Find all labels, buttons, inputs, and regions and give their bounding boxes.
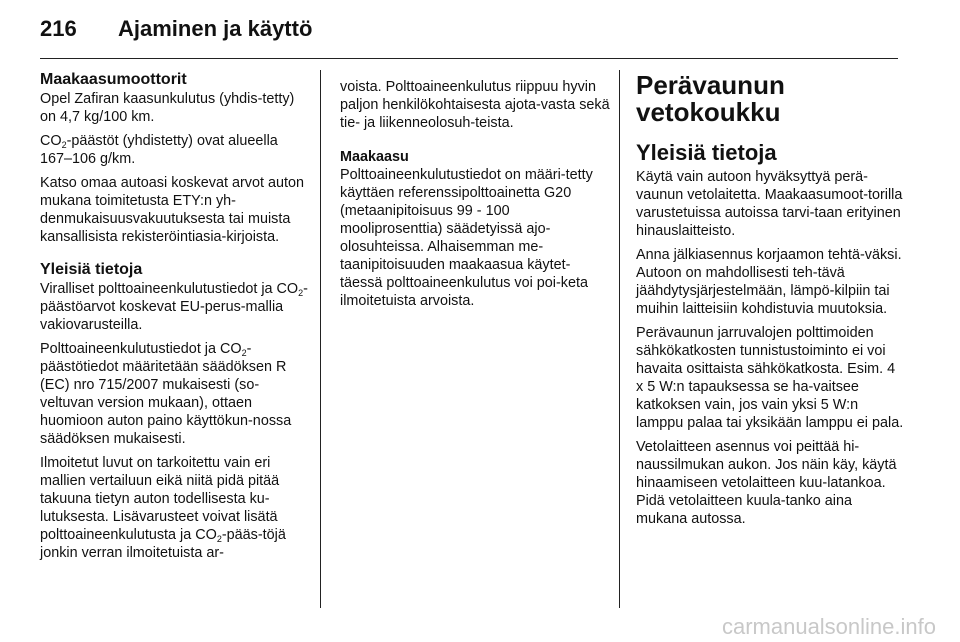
see-documents-text: Katso omaa autoasi koskevat arvot auton mukana toimitetusta ETY:n yh-denmukaisuusvakuutuksesta tai muista kansallisista rekisteröintiasia-kirjoista. [40,175,304,245]
heading-trailer-hitch: Perävaunun vetokoukku [636,70,785,127]
co2-emissions-text: $CO_2$-päästöt (yhdistetty) ovat alueella 167–106 g/km. [40,133,278,167]
gas-consumption-text: Opel Zafiran kaasunkulutus (yhdis-tetty) on 4,7 kg/100 km. [40,91,295,125]
page-number: 216 [40,16,77,41]
column-divider-1 [320,70,321,608]
column-3 [636,70,904,534]
trailer-paragraph-2: Anna jälkiasennus korjaamon tehtä-väksi. Autoon on mahdollisesti teh-tävä jäähdytysjärjestelmään, lämpö-kilpiin tai muihin laitteisiin kohdistuvia muutoksia. [636,247,902,317]
official-values-text: Viralliset polttoaineenkulutustiedot ja $CO_2$-päästöarvot koskevat EU-perus-mallia vakiovarusteilla. [40,281,308,333]
trailer-paragraph-4: Vetolaitteen asennus voi peittää hi-naussilmukan aukon. Jos näin käy, käytä hinaamiseen vetolaitteen kuu-latankoa. Pidä vetolaitteen kuula-tanko aina mukana autossa. [636,439,897,527]
continued-text: voista. Polttoaineenkulutus riippuu hyvin paljon henkilökohtaisesta ajota-vasta sekä tie- ja liikenneolosuh-teista. [340,79,610,131]
regulation-text: Polttoaineenkulutustiedot ja $CO_2$-päästötiedot määritetään säädöksen R (EC) nro 715/2007 mukaisesti (so-veltuvan version mukaan), ottaen huomioon auton paino käyttökun-nossa säädöksen mukaisesti. [40,341,292,447]
comparison-text: Ilmoitetut luvut on tarkoitettu vain eri mallien vertailuun eikä niitä pidä pitää takuuna tietyn auton todellisesta ku-lutuksesta. Lisävarusteet voivat lisätä polttoaineenkulutusta ja $CO_2-pääs$-töjä jonkin verran ilmoitetuista ar- [40,455,286,561]
column-1 [40,70,310,568]
heading-natural-gas: Maakaasu [340,149,409,165]
heading-general-info: Yleisiä tietoja [40,261,143,278]
natural-gas-text: Polttoaineenkulutustiedot on määri-tetty käyttäen referenssipolttoainetta G20 (metaanipitoisuus 99 - 100 mooliprosenttia) säädetyissä ajo-olosuhteissa. Alhaisemman me-taanipitoisuuden maakaasua käytet-täessä polttoaineenkulutus voi poi-keta ilmoitetuista arvoista. [340,167,593,309]
heading-gas-engines: Maakaasumoottorit [40,71,187,88]
column-divider-2 [619,70,620,608]
watermark: carmanualsonline.info [721,614,936,639]
page-title: Ajaminen ja käyttö [118,16,313,41]
page-header [40,16,312,50]
header-divider [40,58,898,59]
trailer-paragraph-3: Perävaunun jarruvalojen polttimoiden sähkökatkosten tunnistustoiminto ei voi havaita osittaista sähkökatkosta. Esim. 4 x 5 W:n tapauksessa se ha-vaitsee katkoksen vain, jos vain yksi 5 W:n lamppu palaa tai yksikään lamppu ei pala. [636,325,904,431]
heading-general-info-2: Yleisiä tietoja [636,140,777,165]
column-2 [340,78,610,316]
trailer-paragraph-1: Käytä vain autoon hyväksyttyä perä-vaunun vetolaitetta. Maakaasumoot-torilla varustetuissa autoissa tarvi-taan erityinen hinauslaitteisto. [636,169,903,239]
